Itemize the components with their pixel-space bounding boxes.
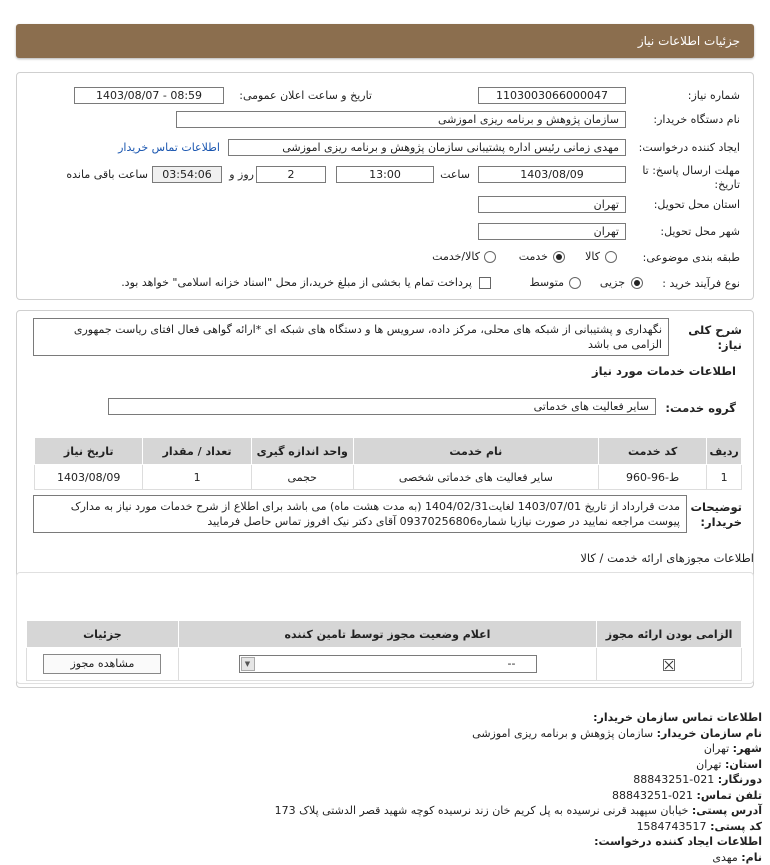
cell-name: سایر فعالیت های خدماتی شخصی: [353, 465, 598, 490]
cell-permit-required: [597, 648, 742, 681]
category-option-goods: کالا: [585, 250, 600, 263]
process-option-medium: متوسط: [529, 276, 564, 289]
buyer-field: سازمان پژوهش و برنامه ریزی اموزشی: [176, 111, 626, 128]
deadline-label: مهلت ارسال پاسخ: تا: [642, 164, 740, 177]
cell-row: 1: [707, 465, 742, 490]
process-option-minor: جزیی: [600, 276, 625, 289]
treasury-checkbox[interactable]: [479, 277, 491, 289]
remaining-time-field: 03:54:06: [152, 166, 222, 183]
contact-phone-row: تلفن تماس: 021-88843251: [275, 788, 762, 804]
announce-date-field: 1403/08/07 - 08:59: [74, 87, 224, 104]
cell-permit-details: [27, 648, 179, 681]
buyer-label: نام دستگاه خریدار:: [653, 113, 740, 126]
permit-status-value: --: [508, 657, 516, 670]
deadline-time-label: ساعت: [440, 168, 470, 181]
city-label: شهر محل تحویل:: [660, 225, 740, 238]
process-label: نوع فرآیند خرید :: [662, 277, 740, 290]
category-radio-goods-service[interactable]: [484, 251, 496, 263]
permits-table: [26, 620, 742, 681]
cell-qty: 1: [143, 465, 251, 490]
view-permit-button[interactable]: مشاهده مجوز: [43, 654, 161, 674]
permits-table-header: [27, 621, 742, 648]
contact-fax-row: دورنگار: 021-88843251: [275, 772, 762, 788]
col-date: تاریخ نیاز: [35, 438, 143, 465]
table-row: [35, 465, 742, 490]
category-option-service: خدمت: [519, 250, 548, 263]
province-label: استان محل تحویل:: [654, 198, 740, 211]
province-field: تهران: [478, 196, 626, 213]
deadline-time-field: 13:00: [336, 166, 434, 183]
creator-field: مهدی زمانی رئیس اداره پشتیبانی سازمان پژوهش و برنامه ریزی اموزشی: [228, 139, 626, 156]
treasury-note: پرداخت تمام یا بخشی از مبلغ خرید،از محل "اسناد خزانه اسلامی" خواهد بود.: [121, 276, 472, 289]
buyer-contact-link[interactable]: اطلاعات تماس خریدار: [118, 141, 220, 154]
col-permit-required: الزامی بودن ارائه مجوز: [597, 621, 742, 648]
contact-info: [275, 710, 762, 865]
permits-section-title: اطلاعات مجوزهای ارائه خدمت / کالا: [580, 551, 754, 565]
services-table: [34, 437, 742, 490]
creator-label: ایجاد کننده درخواست:: [639, 141, 740, 154]
contact-province-row: استان: تهران: [275, 757, 762, 773]
process-radio-medium[interactable]: [569, 277, 581, 289]
contact-org-row: نام سازمان خریدار: سازمان پژوهش و برنامه ریزی اموزشی: [275, 726, 762, 742]
col-unit: واحد اندازه گیری: [251, 438, 353, 465]
buyer-notes-text: مدت قرارداد از تاریخ 1403/07/01 لغایت1404/02/31 (به مدت هشت ماه) می باشد برای اطلاع از شرح خدمات مورد نیاز به مدارک پیوست مراجعه نمایید در صورت نیازبا شماره09370256806 آقای دکتر نیک افروز تماس حاصل فرمایید: [33, 495, 687, 533]
process-radio-minor[interactable]: [631, 277, 643, 289]
permit-required-checkbox: [663, 659, 675, 671]
service-group-field: سایر فعالیت های خدماتی: [108, 398, 656, 415]
contact-address-row: آدرس پستی: خیابان سپهبد قرنی نرسیده به پل کریم خان زند نرسیده کوچه شهید قصر الدشتی پلاک 173: [275, 803, 762, 819]
service-group-label: گروه خدمت:: [665, 401, 736, 415]
creator-name-row: نام: مهدی: [275, 850, 762, 865]
deadline-date-field: 1403/08/09: [478, 166, 626, 183]
days-label: روز و: [229, 168, 254, 181]
creator-title: اطلاعات ایجاد کننده درخواست:: [275, 834, 762, 850]
announce-date-label: تاریخ و ساعت اعلان عمومی:: [239, 89, 372, 102]
remaining-label: ساعت باقی مانده: [66, 168, 148, 181]
services-table-header: [35, 438, 742, 465]
buyer-notes-label: توضیحات خریدار:: [682, 500, 742, 530]
col-permit-status: اعلام وضعیت مجوز توسط تامین کننده: [178, 621, 596, 648]
need-info-panel: [16, 72, 754, 300]
dropdown-arrow-icon[interactable]: ▼: [241, 657, 255, 671]
category-label: طبقه بندی موضوعی:: [643, 251, 740, 264]
table-row: [27, 648, 742, 681]
need-number-label: شماره نیاز:: [688, 89, 740, 102]
deadline-label-date: تاریخ:: [714, 178, 740, 191]
cell-date: 1403/08/09: [35, 465, 143, 490]
contact-city-row: شهر: تهران: [275, 741, 762, 757]
cell-permit-status: [178, 648, 596, 681]
cell-code: ط-96-960: [598, 465, 706, 490]
col-qty: تعداد / مقدار: [143, 438, 251, 465]
category-option-goods-service: کالا/خدمت: [432, 250, 480, 263]
description-text: نگهداری و پشتیبانی از شبکه های محلی، مرکز داده، سرویس ها و دستگاه های شبکه ای *ارائه گواهی فعال افتای ریاست جمهوری الزامی می باشد: [33, 318, 669, 356]
col-name: نام خدمت: [353, 438, 598, 465]
col-code: کد خدمت: [598, 438, 706, 465]
category-radio-goods[interactable]: [605, 251, 617, 263]
city-field: تهران: [478, 223, 626, 240]
col-row: ردیف: [707, 438, 742, 465]
permit-status-select[interactable]: [239, 655, 537, 673]
days-field: 2: [256, 166, 326, 183]
cross-icon: [664, 660, 674, 670]
col-permit-details: جزئیات: [27, 621, 179, 648]
need-number-field: 1103003066000047: [478, 87, 626, 104]
contact-postal-row: کد پستی: 1584743517: [275, 819, 762, 835]
contact-title: اطلاعات تماس سازمان خریدار:: [275, 710, 762, 726]
cell-unit: حجمی: [251, 465, 353, 490]
services-section-title: اطلاعات خدمات مورد نیاز: [592, 364, 736, 378]
page-header: جزئیات اطلاعات نیاز: [16, 24, 754, 58]
category-radio-service[interactable]: [553, 251, 565, 263]
description-label: شرح کلی نیاز:: [678, 323, 742, 353]
